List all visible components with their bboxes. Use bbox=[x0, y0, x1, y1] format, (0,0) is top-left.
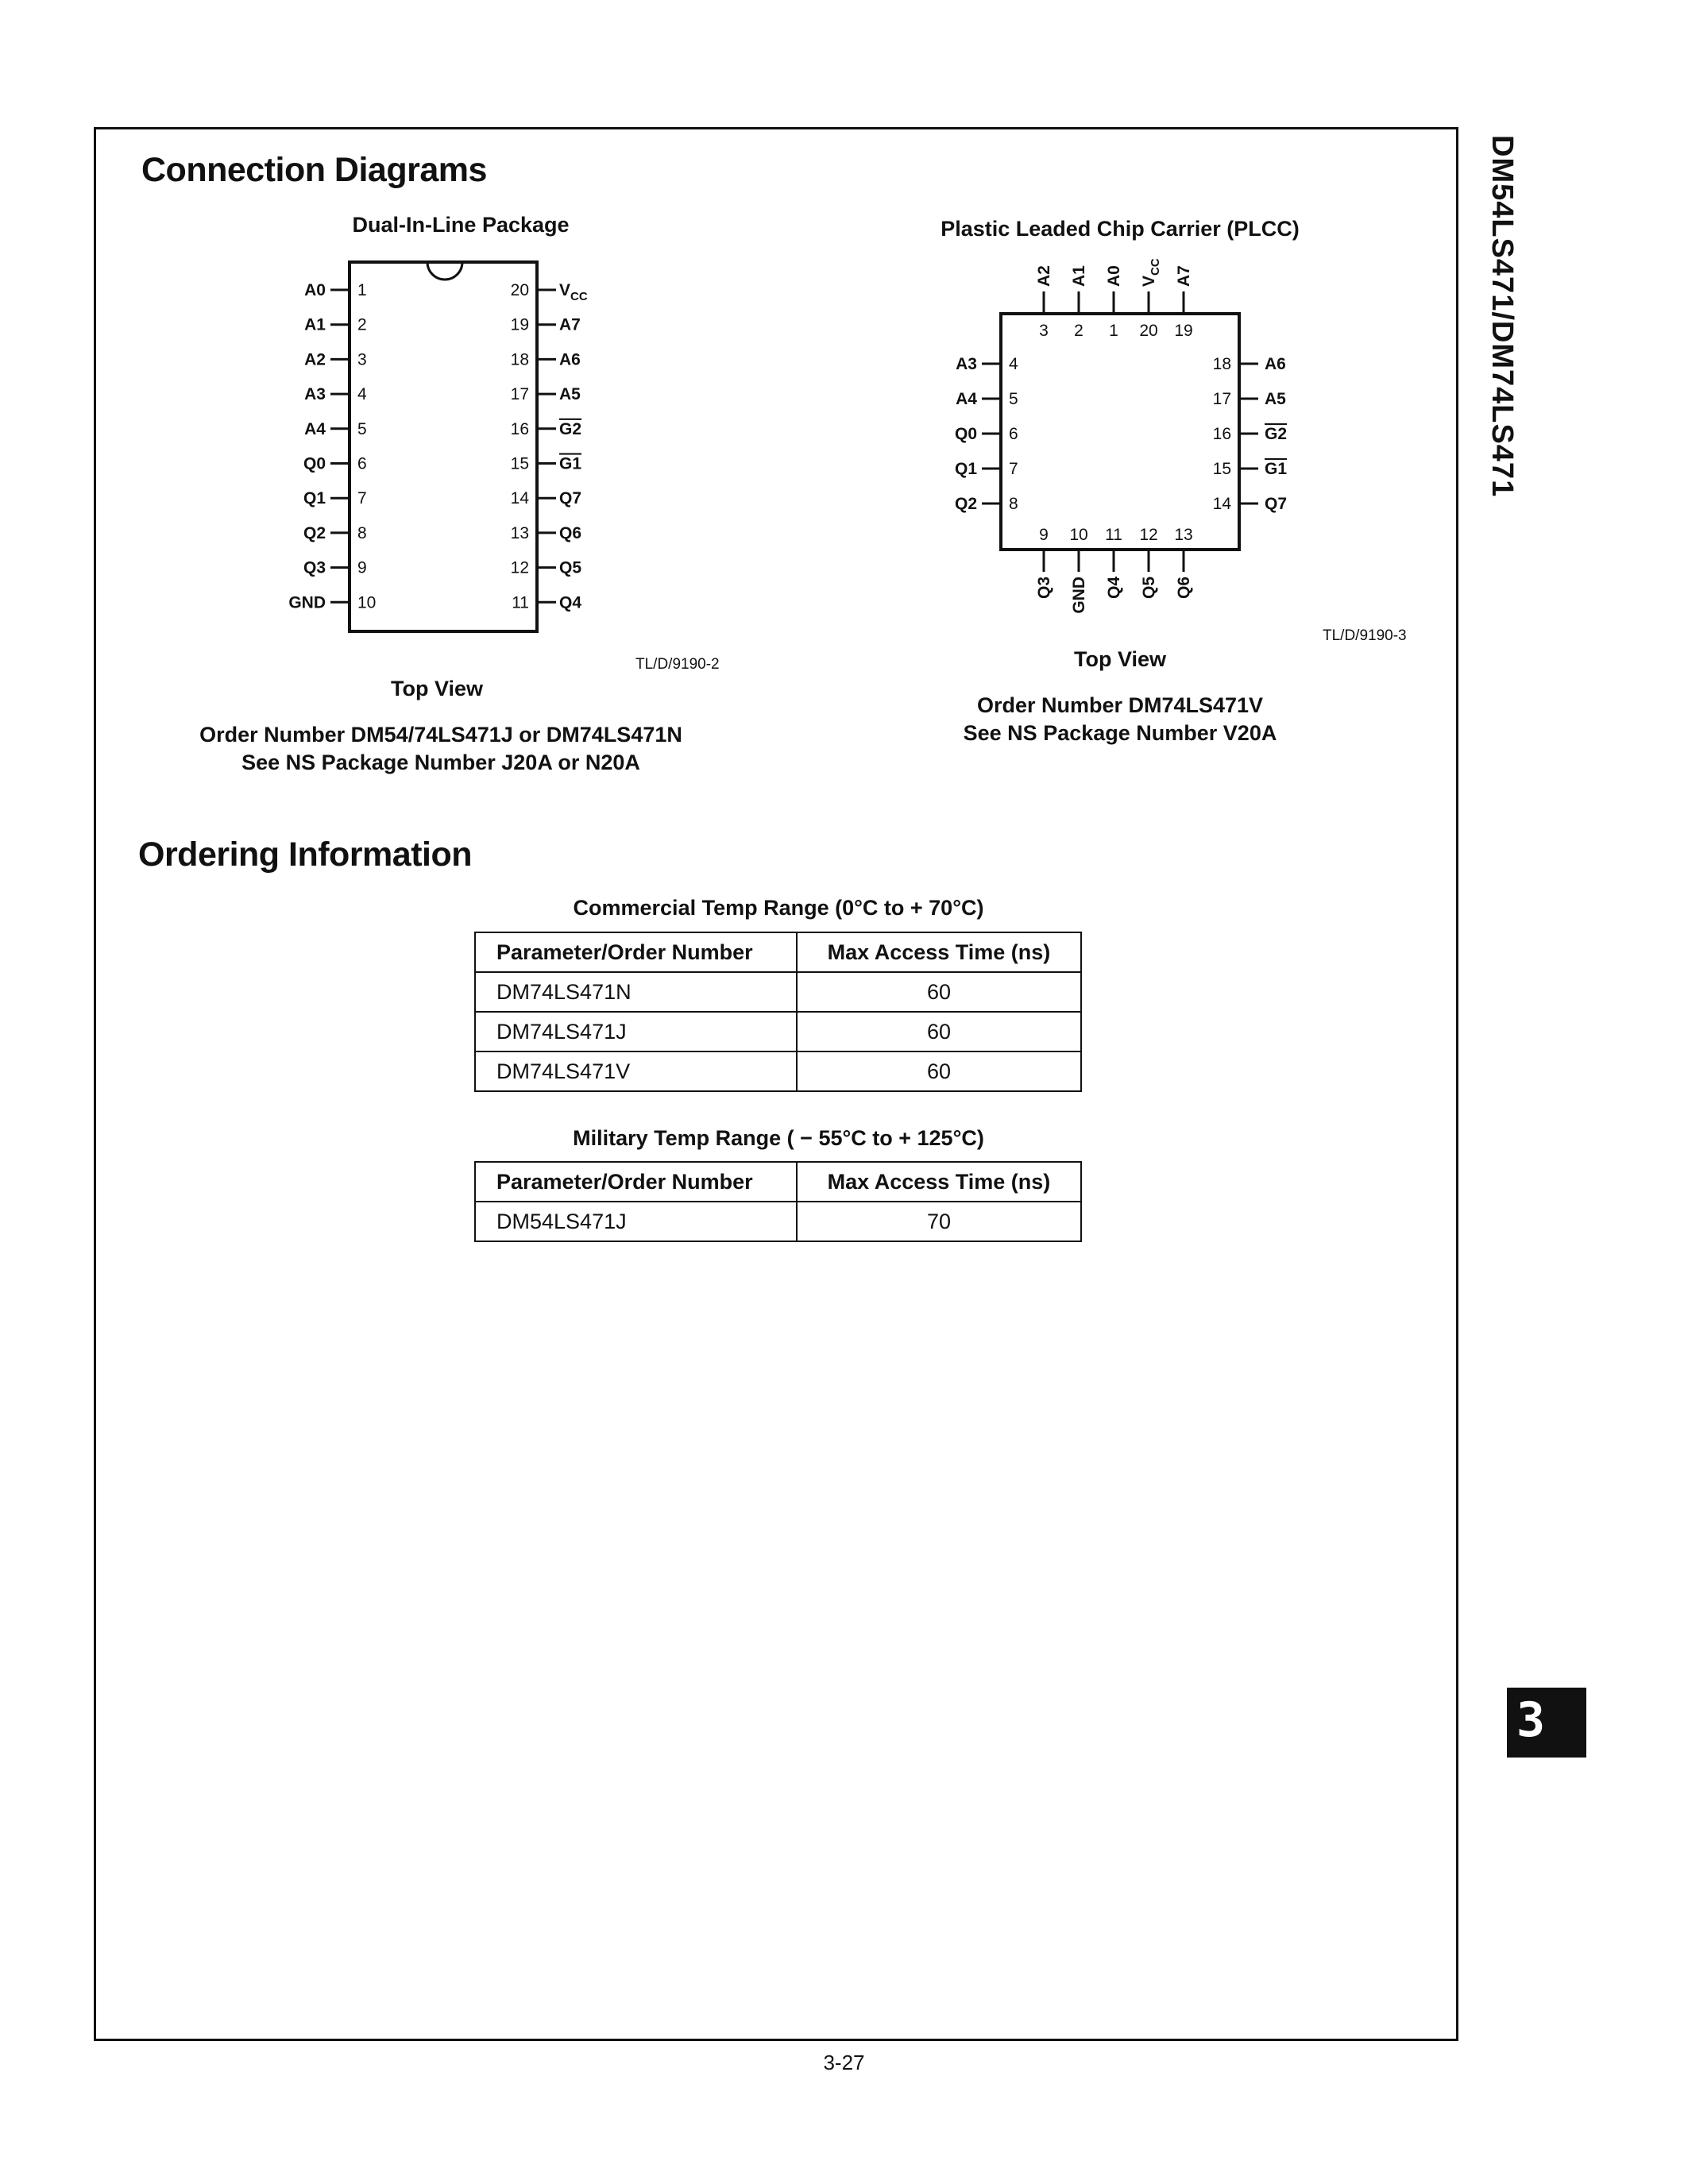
pin-number: 12 bbox=[510, 558, 529, 577]
pin-name: Q6 bbox=[559, 523, 582, 542]
part-number: DM74LS471J bbox=[475, 1012, 797, 1051]
dip-outline bbox=[350, 262, 537, 631]
pin-number: 10 bbox=[1069, 526, 1088, 544]
pin-name: G2 bbox=[559, 419, 582, 438]
dip-package-number: See NS Package Number J20A or N20A bbox=[241, 751, 640, 774]
commercial-caption: Commercial Temp Range (0°C to + 70°C) bbox=[573, 896, 984, 920]
ordering-heading: Ordering Information bbox=[138, 835, 472, 874]
pin-number: 6 bbox=[357, 454, 367, 473]
pin-number: 9 bbox=[1039, 526, 1049, 544]
plcc-view-label: Top View bbox=[1073, 647, 1166, 671]
plcc-diagram bbox=[937, 246, 1335, 619]
dip-title: Dual-In-Line Package bbox=[352, 213, 570, 237]
pin-name-sub: CC bbox=[570, 290, 588, 303]
pin-name: A3 bbox=[304, 385, 326, 404]
pin-name: A0 bbox=[304, 281, 326, 299]
table-row bbox=[475, 1202, 1081, 1241]
pin-number: 12 bbox=[1139, 526, 1158, 544]
pin-name: Q3 bbox=[303, 558, 326, 577]
pin-number: 1 bbox=[1109, 322, 1118, 340]
pin-name: G1 bbox=[1265, 460, 1288, 478]
pin-number: 15 bbox=[510, 454, 529, 473]
table-header-part: Parameter/Order Number bbox=[475, 932, 797, 972]
dip-notch bbox=[427, 262, 462, 280]
pin-name: A7 bbox=[559, 315, 581, 334]
military-caption: Military Temp Range ( − 55°C to + 125°C) bbox=[573, 1126, 984, 1150]
pin-name: Q1 bbox=[303, 489, 326, 508]
table-row bbox=[475, 972, 1081, 1012]
access-time: 60 bbox=[797, 972, 1081, 1012]
pin-number: 5 bbox=[357, 419, 367, 438]
pin-number: 13 bbox=[1174, 526, 1193, 544]
pin-name: A6 bbox=[1265, 355, 1286, 373]
pin-name: A1 bbox=[304, 315, 326, 334]
pin-number: 8 bbox=[357, 523, 367, 542]
pin-number: 10 bbox=[357, 593, 377, 612]
pin-name: A4 bbox=[956, 390, 977, 408]
access-time: 60 bbox=[797, 1012, 1081, 1051]
pin-number: 13 bbox=[510, 523, 529, 542]
pin-number: 7 bbox=[357, 489, 367, 508]
pin-number: 11 bbox=[512, 593, 529, 612]
pin-number: 3 bbox=[357, 350, 367, 369]
pin-name: Q2 bbox=[303, 523, 326, 542]
pin-number: 7 bbox=[1009, 460, 1018, 478]
commercial-table bbox=[474, 932, 1082, 1092]
dip-order-number: Order Number DM54/74LS471J or DM74LS471N bbox=[199, 723, 682, 747]
pin-name bbox=[1140, 258, 1162, 287]
table-header-row bbox=[475, 932, 1081, 972]
pin-name: A4 bbox=[304, 419, 326, 438]
pin-number: 14 bbox=[510, 489, 529, 508]
pin-name: GND bbox=[1070, 577, 1088, 614]
pin-number: 1 bbox=[357, 281, 367, 299]
pin-number: 11 bbox=[1105, 526, 1122, 544]
dip-figure-id: TL/D/9190-2 bbox=[635, 656, 720, 673]
plcc-package-body bbox=[955, 258, 1287, 614]
pin-name: Q1 bbox=[954, 460, 977, 478]
plcc-order-number: Order Number DM74LS471V bbox=[976, 693, 1264, 717]
connection-heading: Connection Diagrams bbox=[141, 151, 487, 189]
plcc-title: Plastic Leaded Chip Carrier (PLCC) bbox=[941, 217, 1300, 241]
pin-name: G1 bbox=[559, 454, 582, 473]
pin-name: A2 bbox=[304, 350, 326, 369]
pin-name: Q7 bbox=[1265, 495, 1288, 513]
pin-name-sub: CC bbox=[1149, 258, 1162, 276]
pin-name: A5 bbox=[559, 385, 581, 404]
pin-number: 16 bbox=[1212, 425, 1231, 443]
pin-name: A2 bbox=[1035, 265, 1053, 287]
pin-number: 20 bbox=[510, 281, 529, 299]
pin-number: 19 bbox=[1174, 322, 1193, 340]
pin-name: Q3 bbox=[1035, 577, 1053, 600]
pin-name: A6 bbox=[559, 350, 581, 369]
pin-number: 18 bbox=[1212, 355, 1231, 373]
section-tab bbox=[1507, 1688, 1586, 1758]
side-title bbox=[1477, 135, 1525, 498]
pin-number: 4 bbox=[1009, 355, 1018, 373]
pin-name: Q5 bbox=[559, 558, 582, 577]
pin-number: 14 bbox=[1212, 495, 1231, 513]
part-number: DM74LS471N bbox=[475, 972, 797, 1012]
pin-name bbox=[559, 281, 588, 303]
pin-number: 2 bbox=[1074, 322, 1083, 340]
pin-name: A3 bbox=[956, 355, 977, 373]
table-row bbox=[475, 1012, 1081, 1051]
pin-number: 16 bbox=[510, 419, 529, 438]
pin-name: GND bbox=[288, 593, 326, 612]
access-time: 70 bbox=[797, 1202, 1081, 1241]
part-number: DM74LS471V bbox=[475, 1051, 797, 1091]
dip-package-body bbox=[288, 262, 588, 631]
section-tab-number: 3 bbox=[1516, 1692, 1546, 1748]
pin-number: 3 bbox=[1039, 322, 1049, 340]
part-number: DM54LS471J bbox=[475, 1202, 797, 1241]
pin-number: 17 bbox=[510, 385, 529, 404]
pin-name: Q2 bbox=[954, 495, 977, 513]
military-table bbox=[474, 1161, 1082, 1242]
pin-number: 5 bbox=[1009, 390, 1018, 408]
dip-diagram bbox=[270, 246, 620, 651]
pin-number: 4 bbox=[357, 385, 367, 404]
pin-name: Q7 bbox=[559, 489, 582, 508]
table-row bbox=[475, 1051, 1081, 1091]
side-title-text: DM54LS471/DM74LS471 bbox=[1485, 135, 1519, 498]
pin-name: Q4 bbox=[1105, 577, 1123, 600]
dip-view-label: Top View bbox=[390, 677, 483, 700]
pin-number: 9 bbox=[357, 558, 367, 577]
pin-name: A5 bbox=[1265, 390, 1286, 408]
pin-name: A7 bbox=[1175, 265, 1193, 287]
pin-number: 2 bbox=[357, 315, 367, 334]
pin-number: 8 bbox=[1009, 495, 1018, 513]
table-header-time: Max Access Time (ns) bbox=[797, 1162, 1081, 1202]
pin-name: Q0 bbox=[954, 425, 977, 443]
pin-name: Q4 bbox=[559, 593, 582, 612]
pin-name: Q5 bbox=[1140, 577, 1158, 600]
plcc-package-number: See NS Package Number V20A bbox=[963, 721, 1277, 745]
pin-number: 19 bbox=[510, 315, 529, 334]
pin-number: 17 bbox=[1212, 390, 1231, 408]
pin-number: 20 bbox=[1139, 322, 1158, 340]
table-header-time: Max Access Time (ns) bbox=[797, 932, 1081, 972]
pin-name-main: V bbox=[1140, 275, 1158, 287]
pin-name: A0 bbox=[1105, 265, 1123, 287]
page-number: 3-27 bbox=[823, 2051, 865, 2074]
pin-number: 15 bbox=[1212, 460, 1231, 478]
table-header-part: Parameter/Order Number bbox=[475, 1162, 797, 1202]
pin-number: 6 bbox=[1009, 425, 1018, 443]
access-time: 60 bbox=[797, 1051, 1081, 1091]
plcc-outline bbox=[1001, 314, 1239, 550]
pin-name: G2 bbox=[1265, 425, 1288, 443]
pin-name-main: V bbox=[559, 281, 571, 299]
table-header-row bbox=[475, 1162, 1081, 1202]
plcc-figure-id: TL/D/9190-3 bbox=[1323, 627, 1407, 644]
pin-name: A1 bbox=[1070, 265, 1088, 287]
pin-name: Q0 bbox=[303, 454, 326, 473]
pin-name: Q6 bbox=[1175, 577, 1193, 600]
pin-number: 18 bbox=[510, 350, 529, 369]
